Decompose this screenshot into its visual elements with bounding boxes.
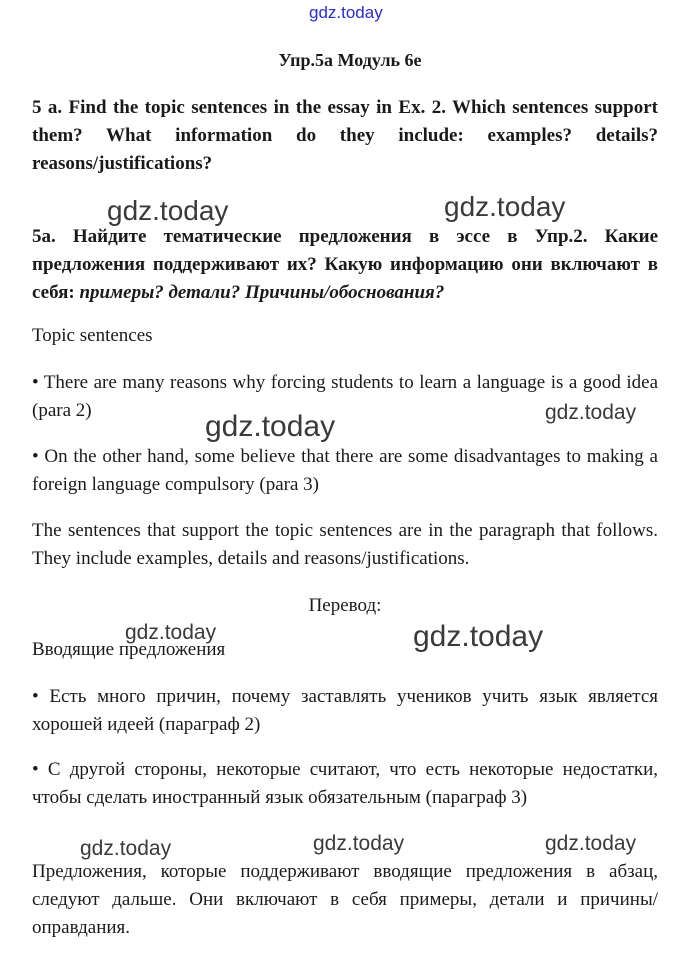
watermark: gdz.today xyxy=(444,191,566,222)
heading-russian: Вводящие предложения xyxy=(32,639,226,660)
topic-bullet-2: • On the other hand, some believe that there are some disadvantages to making a foreign language compulsory (para 3) xyxy=(32,446,658,495)
watermark: gdz.today xyxy=(125,621,217,644)
topic-heading: Topic sentences xyxy=(32,325,153,346)
watermark: gdz.today xyxy=(313,832,405,855)
task-russian-emphasis: примеры? детали? Причины/обоснования? xyxy=(79,282,445,303)
task-russian xyxy=(32,223,658,307)
watermark: gdz.today xyxy=(545,401,637,424)
watermark: gdz.today xyxy=(545,832,637,855)
task-english: 5 a. Find the topic sentences in the essay in Ex. 2. Which sentences support them? What information do they include: examples? details? reasons/justifications? xyxy=(32,97,658,174)
page-title: Упр.5a Модуль 6e xyxy=(278,50,422,70)
watermark: gdz.today xyxy=(107,195,229,226)
bullet-russian-1: • Есть много причин, почему заставлять учеников учить язык является хорошей идеей (параграф 2) xyxy=(32,686,658,735)
summary-english: The sentences that support the topic sentences are in the paragraph that follows. They include examples, details and reasons/justifications. xyxy=(32,520,658,569)
watermark: gdz.today xyxy=(309,3,383,22)
watermark: gdz.today xyxy=(413,620,544,653)
summary-russian: Предложения, которые поддерживают вводящие предложения в абзац, следуют дальше. Они включают в себя примеры, детали и причины/оправдания. xyxy=(32,861,658,938)
task-russian-main: 5a. Найдите тематические предложения в эссе в Упр.2. Какие предложения поддерживают их? Какую информацию они включают в себя: xyxy=(32,226,658,303)
watermark: gdz.today xyxy=(80,837,172,860)
bullet-russian-2: • С другой стороны, некоторые считают, что есть некоторые недостатки, чтобы сделать иностранный язык обязательным (параграф 3) xyxy=(32,759,658,808)
translation-label: Перевод: xyxy=(308,595,382,616)
topic-bullet-1: • There are many reasons why forcing students to learn a language is a good idea (para 2) xyxy=(32,372,658,421)
watermark: gdz.today xyxy=(205,410,336,443)
